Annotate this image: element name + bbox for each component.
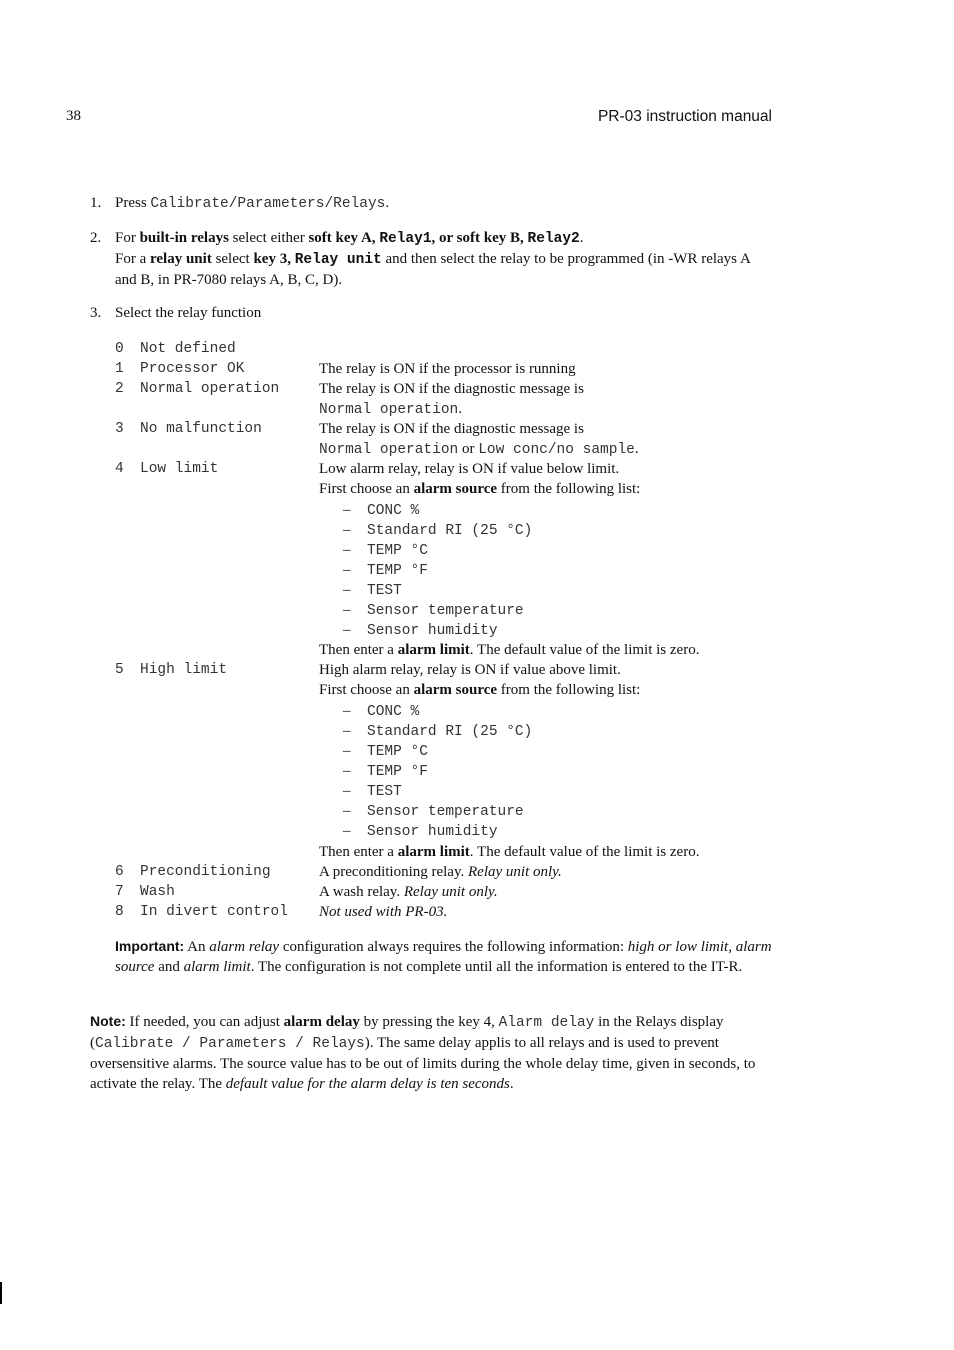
menu-path: Calibrate/Parameters/Relays	[150, 196, 386, 212]
running-head: PR-03 instruction manual	[597, 108, 772, 125]
source-list-item: – Sensor humidity	[343, 823, 498, 840]
source-list-item: – TEMP °C	[343, 542, 428, 559]
step-2: 2. For built-in relays select either soft key A, Relay1, or soft key B, Relay2. For a relay unit select key 3, Relay unit and then select the relay to be programmed (in -WR relays A and B, in PR-7080 relays A, B, C, D).	[90, 230, 750, 288]
step-3: 3. Select the relay function	[90, 305, 262, 321]
function-desc-line: Then enter a alarm limit. The default value of the limit is zero.	[319, 642, 700, 658]
step-number: 2.	[90, 230, 102, 246]
step-number: 3.	[90, 305, 102, 321]
function-desc-line: Normal operation.	[319, 401, 462, 418]
step-number: 1.	[90, 195, 102, 211]
source-list-item: – Standard RI (25 °C)	[343, 723, 533, 740]
source-list-item: – TEMP °C	[343, 743, 428, 760]
source-list-item: – TEMP °F	[343, 763, 428, 780]
function-desc-line: First choose an alarm source from the following list:	[319, 682, 641, 698]
function-desc-line: First choose an alarm source from the following list:	[319, 481, 641, 497]
source-list-item: – Sensor humidity	[343, 622, 498, 639]
important-note: Important: An alarm relay configuration always requires the following information: high or low limit, alarm source and alarm limit. The configuration is not complete until all the information is entered to the IT-R.	[115, 938, 772, 975]
step-1: 1. Press Calibrate/Parameters/Relays.	[90, 195, 390, 212]
source-list-item: – Sensor temperature	[343, 803, 524, 820]
source-list-item: – TEST	[343, 783, 402, 800]
note-paragraph: Note: If needed, you can adjust alarm delay by pressing the key 4, Alarm delay in the Relays display (Calibrate / Parameters / Relays). The same delay applis to all relays and is used to prevent oversensitive alarms. The source value has to be out of limits during the whole delay time, given in seconds, to activate the relay. The default value for the alarm delay is ten seconds.	[90, 1013, 756, 1092]
source-list-item: – Sensor temperature	[343, 602, 524, 619]
source-list-item: – Standard RI (25 °C)	[343, 522, 533, 539]
function-desc-line: Normal operation or Low conc/no sample.	[319, 441, 639, 458]
margin-mark	[0, 1282, 2, 1304]
source-list-item: – CONC %	[343, 703, 420, 720]
source-list-item: – TEST	[343, 582, 402, 599]
source-list-item: – TEMP °F	[343, 562, 428, 579]
source-list-item: – CONC %	[343, 502, 420, 519]
function-desc-line: Then enter a alarm limit. The default value of the limit is zero.	[319, 844, 700, 860]
page-number: 38	[66, 108, 81, 124]
